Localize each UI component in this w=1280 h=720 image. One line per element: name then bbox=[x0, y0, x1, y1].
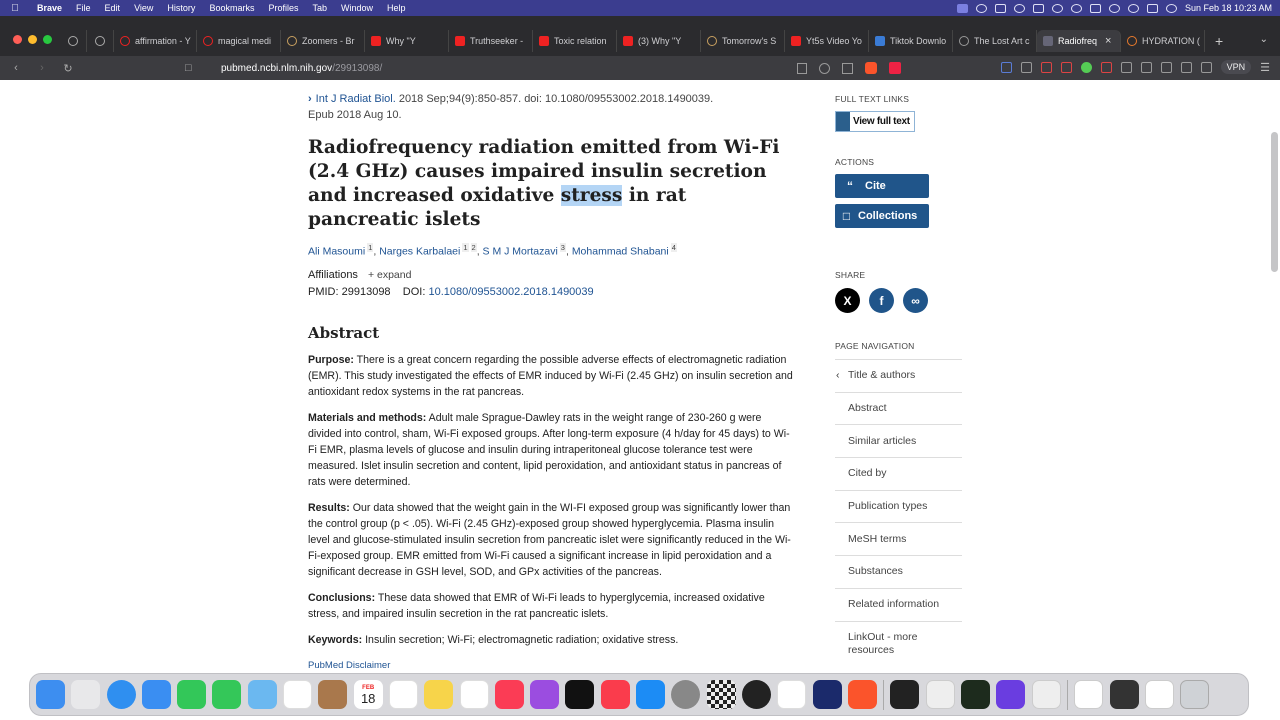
tab[interactable] bbox=[785, 30, 869, 52]
expand-label: expand bbox=[377, 268, 412, 281]
tab-active[interactable] bbox=[1037, 30, 1121, 52]
menu-view[interactable]: View bbox=[134, 3, 154, 13]
textedit-icon[interactable] bbox=[926, 680, 955, 709]
tab-label: Radiofreq bbox=[1058, 36, 1098, 46]
sidebar-toggle-icon[interactable] bbox=[1181, 62, 1192, 73]
tab-list bbox=[60, 30, 1233, 52]
menu-brave[interactable]: Brave bbox=[37, 3, 63, 13]
youtube-icon bbox=[539, 36, 549, 46]
brave-rewards-icon[interactable] bbox=[889, 62, 901, 74]
address-bar[interactable] bbox=[185, 58, 905, 78]
plus-icon: + bbox=[367, 268, 377, 281]
tab-label: HYDRATION ( bbox=[1142, 36, 1200, 46]
affiliation-ref[interactable]: 1 bbox=[463, 243, 468, 252]
tab[interactable] bbox=[114, 30, 197, 52]
nav-related-information[interactable]: Related information bbox=[835, 589, 962, 622]
section-label: Results: bbox=[308, 501, 350, 514]
browser-tab-strip bbox=[0, 16, 1280, 56]
section-label: Purpose: bbox=[308, 353, 354, 366]
tab-favicon-icon bbox=[287, 36, 297, 46]
terminal-icon[interactable] bbox=[890, 680, 919, 709]
abstract-methods bbox=[308, 410, 793, 490]
siri-icon[interactable] bbox=[1166, 4, 1177, 13]
tab-favicon-icon bbox=[959, 36, 969, 46]
tab-label: Tomorrow's S bbox=[722, 36, 777, 46]
extension-icon[interactable] bbox=[1141, 62, 1152, 73]
tab-favicon-icon bbox=[875, 36, 885, 46]
tab-favicon-icon bbox=[1043, 36, 1053, 46]
pubmed-disclaimer-link[interactable]: PubMed Disclaimer bbox=[308, 659, 391, 671]
new-tab-button[interactable]: + bbox=[1215, 33, 1224, 49]
nav-substances[interactable]: Substances bbox=[835, 556, 962, 589]
spotlight-icon[interactable] bbox=[1128, 4, 1139, 13]
screenshot-icon[interactable] bbox=[995, 4, 1006, 13]
back-arrow-icon[interactable]: ‹ bbox=[14, 62, 18, 74]
youtube-icon bbox=[623, 36, 633, 46]
recent-window-icon[interactable] bbox=[1110, 680, 1139, 709]
safari-icon[interactable] bbox=[107, 680, 136, 709]
menu-help[interactable]: Help bbox=[387, 3, 406, 13]
affiliation-ref[interactable]: 1 bbox=[368, 243, 373, 252]
brave-browser-icon[interactable] bbox=[848, 680, 877, 709]
globe-icon bbox=[68, 36, 78, 46]
tab-favicon-icon bbox=[203, 36, 213, 46]
tab-favicon-icon bbox=[1127, 36, 1137, 46]
section-text: Our data showed that the weight gain in the WI-FI exposed group was significantly lower than the control group (p < .05). Wi-Fi (2.45 GHz)-exposed group showed hyperglycemia. Plasma insulin level and glucose-stimulated insulin secretion from pancreatic islet were significantly reduced in the Wi-Fi-exposed group. EMR emitted from Wi-Fi caused a significant increase in lipid peroxidation and a significant decrease in GSH level, SOD, and GPx activities of the pancreas. bbox=[308, 501, 791, 578]
video-app-icon[interactable] bbox=[996, 680, 1025, 709]
tab-favicon-icon bbox=[791, 36, 801, 46]
tab-label: Tiktok Downlo bbox=[890, 36, 947, 46]
expand-button[interactable] bbox=[368, 269, 412, 281]
bookmark-icon: □ bbox=[842, 209, 851, 223]
pinned-tab[interactable] bbox=[87, 30, 114, 52]
calendar-day: 18 bbox=[360, 690, 376, 706]
section-label: Materials and methods: bbox=[308, 411, 427, 424]
chevron-left-icon: ‹ bbox=[836, 369, 840, 382]
abstract-heading: Abstract bbox=[308, 323, 380, 342]
menu-edit[interactable]: Edit bbox=[104, 3, 121, 13]
proton-mail-icon[interactable] bbox=[777, 680, 806, 709]
nav-publication-types[interactable]: Publication types bbox=[835, 491, 962, 524]
facebook-icon[interactable]: f bbox=[869, 288, 894, 313]
battery-icon[interactable] bbox=[1090, 4, 1101, 13]
page-navigation bbox=[835, 359, 962, 654]
screen-mirror-icon[interactable] bbox=[957, 4, 968, 13]
nav-similar-articles[interactable]: Similar articles bbox=[835, 425, 962, 458]
x-twitter-icon[interactable]: X bbox=[835, 288, 860, 313]
abstract-results bbox=[308, 500, 793, 580]
right-sidebar bbox=[835, 80, 965, 654]
section-label: Conclusions: bbox=[308, 591, 376, 604]
apple-icon[interactable] bbox=[0, 3, 30, 14]
status-icons bbox=[957, 3, 1280, 13]
tab[interactable] bbox=[701, 30, 785, 52]
chess-icon[interactable] bbox=[707, 680, 736, 709]
bookmark-icon[interactable]: □ bbox=[185, 62, 192, 74]
article-main bbox=[308, 80, 793, 680]
share-buttons bbox=[835, 288, 965, 313]
extension-icon[interactable] bbox=[1021, 62, 1032, 73]
activity-monitor-icon[interactable] bbox=[961, 680, 990, 709]
wallet-icon[interactable] bbox=[1201, 62, 1212, 73]
notes-icon[interactable] bbox=[424, 680, 453, 709]
view-full-text-button[interactable] bbox=[835, 111, 915, 132]
youtube-icon bbox=[371, 36, 381, 46]
abstract-conclusions bbox=[308, 590, 793, 622]
vpn-button[interactable]: VPN bbox=[1221, 60, 1252, 74]
wifi-icon[interactable] bbox=[1109, 4, 1120, 13]
clock-icon[interactable] bbox=[1052, 4, 1063, 13]
facetime-icon[interactable] bbox=[177, 680, 206, 709]
tab-search-chevron-icon[interactable]: ⌄ bbox=[1259, 34, 1268, 45]
extension-icon[interactable] bbox=[1081, 62, 1092, 73]
tab[interactable] bbox=[533, 30, 617, 52]
tab-label: affirmation - Y bbox=[135, 36, 191, 46]
affiliation-ref[interactable]: 4 bbox=[671, 243, 676, 252]
lock-icon[interactable] bbox=[1033, 4, 1044, 13]
citation bbox=[308, 91, 793, 123]
identifiers bbox=[308, 286, 793, 298]
mail-icon[interactable] bbox=[142, 680, 171, 709]
epub-date: Epub 2018 Aug 10. bbox=[308, 109, 402, 121]
window-controls bbox=[13, 35, 52, 44]
copy-link-icon[interactable]: ∞ bbox=[903, 288, 928, 313]
tab[interactable] bbox=[617, 30, 701, 52]
recent-folder-icon[interactable] bbox=[1145, 680, 1174, 709]
menubar-clock[interactable]: Sun Feb 18 10:23 AM bbox=[1184, 3, 1272, 13]
extension-icon[interactable] bbox=[1001, 62, 1012, 73]
tab-label: magical medi bbox=[218, 36, 272, 46]
share-icon[interactable] bbox=[842, 63, 853, 74]
pmid: PMID: 29913098 bbox=[308, 285, 391, 298]
dock-separator bbox=[883, 680, 884, 710]
maps-icon[interactable] bbox=[248, 680, 277, 709]
doi-label: DOI: bbox=[402, 285, 426, 298]
brave-shields-icon[interactable] bbox=[865, 62, 877, 74]
citation-details: 2018 Sep;94(9):850-857. doi: 10.1080/09553002.2018.1490039. bbox=[395, 93, 714, 105]
tab-favicon-icon bbox=[707, 36, 717, 46]
calendar-icon[interactable] bbox=[354, 680, 383, 709]
zoom-window-icon[interactable] bbox=[43, 35, 52, 44]
affiliation-ref[interactable]: 2 bbox=[471, 243, 476, 252]
tab-favicon-icon bbox=[120, 36, 130, 46]
extension-icon[interactable] bbox=[1121, 62, 1132, 73]
page-scrollbar[interactable] bbox=[1271, 132, 1278, 272]
view-full-text-label: View full text bbox=[853, 116, 910, 127]
pinned-tab[interactable] bbox=[60, 30, 87, 52]
author-link[interactable]: Mohammad Shabani bbox=[571, 245, 669, 258]
actions-label: ACTIONS bbox=[835, 157, 875, 167]
logitech-icon[interactable] bbox=[742, 680, 771, 709]
macos-dock bbox=[29, 673, 1249, 716]
photos-icon[interactable] bbox=[283, 680, 312, 709]
contacts-icon[interactable] bbox=[318, 680, 347, 709]
forward-arrow-icon[interactable]: › bbox=[40, 62, 44, 74]
news-icon[interactable] bbox=[601, 680, 630, 709]
doi-link[interactable]: 10.1080/09553002.2018.1490039 bbox=[428, 285, 594, 298]
close-tab-icon[interactable]: × bbox=[1105, 35, 1112, 47]
section-text: These data showed that EMR of Wi-Fi leads to hyperglycemia, increased oxidative stress, and impaired insulin secretion in the rat pancreatic islets. bbox=[308, 591, 765, 620]
author-link[interactable]: Ali Masoumi bbox=[308, 245, 366, 258]
tab-label: Toxic relation bbox=[554, 36, 607, 46]
affiliations-label: Affiliations bbox=[308, 268, 358, 281]
keywords bbox=[308, 632, 793, 648]
tab[interactable] bbox=[197, 30, 281, 52]
launchpad-icon[interactable] bbox=[71, 680, 100, 709]
menu-icon[interactable]: ☰ bbox=[1260, 61, 1270, 74]
affiliations-row bbox=[308, 269, 793, 281]
tab-label: The Lost Art c bbox=[974, 36, 1030, 46]
author-link[interactable]: Narges Karbalaei bbox=[379, 245, 461, 258]
tab-label: (3) Why "Y bbox=[638, 36, 682, 46]
section-text: There is a great concern regarding the possible adverse effects of electromagnetic radiation (EMR). This study investigated the effects of EMR induced by Wi-Fi (2.45 GHz) on insulin secretion and antioxidant redox systems in the rat pancreas. bbox=[308, 353, 793, 398]
apple-tv-icon[interactable] bbox=[565, 680, 594, 709]
cite-label: Cite bbox=[865, 180, 886, 192]
airdrop-icon[interactable] bbox=[976, 4, 987, 13]
nav-linkout[interactable]: LinkOut - more resources bbox=[848, 630, 918, 656]
title-highlight: stress bbox=[560, 185, 623, 206]
trash-icon[interactable] bbox=[1180, 680, 1209, 709]
calendar-month: FEB bbox=[362, 684, 375, 691]
control-center-icon[interactable] bbox=[1147, 4, 1158, 13]
reader-mode-icon[interactable] bbox=[797, 63, 807, 74]
affiliation-ref[interactable]: 3 bbox=[560, 243, 565, 252]
tab-label: Truthseeker - bbox=[470, 36, 524, 46]
section-label: Keywords: bbox=[308, 633, 363, 646]
menu-profiles[interactable]: Profiles bbox=[268, 3, 299, 13]
title-text: in rat pancreatic islets bbox=[308, 185, 687, 230]
tab-label: Yt5s Video Yo bbox=[806, 36, 862, 46]
document-icon[interactable] bbox=[1032, 680, 1061, 709]
logi-icon[interactable] bbox=[1014, 4, 1025, 13]
title-text: Radiofrequency radiation emitted from Wi-Fi (2.4 GHz) causes impaired insulin secretion and increased oxidative bbox=[308, 137, 780, 206]
pubmed-page bbox=[0, 80, 1280, 680]
tab-label: Zoomers - Br bbox=[302, 36, 355, 46]
collections-button[interactable] bbox=[835, 204, 929, 228]
chevron-right-icon[interactable]: › bbox=[308, 93, 312, 105]
extensions-puzzle-icon[interactable] bbox=[1161, 62, 1172, 73]
menu-history[interactable]: History bbox=[167, 3, 196, 13]
quote-icon: “ bbox=[847, 179, 853, 193]
close-window-icon[interactable] bbox=[13, 35, 22, 44]
reload-icon[interactable]: ↻ bbox=[63, 62, 73, 75]
tab[interactable] bbox=[869, 30, 953, 52]
section-text: Adult male Sprague-Dawley rats in the weight range of 230-260 g were divided into control, sham, Wi-Fi exposed groups. After long-term exposure (4 h/day for 45 days) to Wi-Fi EMR, plasma levels of glucose and insulin during intraperitoneal glucose tolerance test were measured. Islet insulin secretion and content, lipid peroxidation, and antioxidant status in pancreas of rats were determined. bbox=[308, 411, 790, 488]
music-icon[interactable] bbox=[495, 680, 524, 709]
globe-icon bbox=[95, 36, 105, 46]
dock-separator bbox=[1067, 680, 1068, 710]
reminders-icon[interactable] bbox=[389, 680, 418, 709]
macos-menubar bbox=[0, 0, 1280, 16]
tab[interactable] bbox=[449, 30, 533, 52]
cite-button[interactable] bbox=[835, 174, 929, 198]
tab[interactable] bbox=[281, 30, 365, 52]
messages-icon[interactable] bbox=[212, 680, 241, 709]
tab[interactable] bbox=[953, 30, 1037, 52]
nav-title-authors[interactable] bbox=[835, 360, 962, 393]
nav-cited-by[interactable]: Cited by bbox=[835, 458, 962, 491]
menu-tab[interactable]: Tab bbox=[312, 3, 327, 13]
app-store-icon[interactable] bbox=[636, 680, 665, 709]
minimize-window-icon[interactable] bbox=[28, 35, 37, 44]
browser-toolbar bbox=[0, 56, 1280, 80]
menu-window[interactable]: Window bbox=[340, 3, 373, 13]
menu-bookmarks[interactable]: Bookmarks bbox=[209, 3, 255, 13]
author-link[interactable]: S M J Mortazavi bbox=[482, 245, 558, 258]
url-host: pubmed.ncbi.nlm.nih.gov bbox=[221, 62, 333, 74]
extension-icon[interactable] bbox=[1101, 62, 1112, 73]
system-settings-icon[interactable] bbox=[671, 680, 700, 709]
tab[interactable] bbox=[365, 30, 449, 52]
ublock-icon[interactable] bbox=[1061, 62, 1072, 73]
full-text-links-label: FULL TEXT LINKS bbox=[835, 94, 910, 104]
youtube-icon bbox=[455, 36, 465, 46]
play-icon[interactable] bbox=[1071, 4, 1082, 13]
extensions-bar bbox=[1001, 60, 1270, 74]
tab[interactable] bbox=[1121, 30, 1205, 52]
vpn-app-icon[interactable] bbox=[813, 680, 842, 709]
podcasts-icon[interactable] bbox=[530, 680, 559, 709]
finder-icon[interactable] bbox=[36, 680, 65, 709]
url-path: /29913098/ bbox=[332, 62, 383, 74]
nav-mesh-terms[interactable]: MeSH terms bbox=[835, 523, 962, 556]
share-label: SHARE bbox=[835, 270, 866, 280]
freeform-icon[interactable] bbox=[460, 680, 489, 709]
abstract-purpose bbox=[308, 352, 793, 400]
extension-icon[interactable] bbox=[1041, 62, 1052, 73]
nav-label: Title & authors bbox=[848, 369, 916, 382]
author-list: Ali Masoumi $^1$, Narges Karbalaei $^1$ $^2$, S M J Mortazavi $^3$, Mohammad Shabani $^4$ bbox=[308, 243, 676, 258]
nav-abstract[interactable]: Abstract bbox=[835, 393, 962, 426]
recent-file-icon[interactable] bbox=[1074, 680, 1103, 709]
collections-label: Collections bbox=[858, 210, 918, 222]
section-text: Insulin secretion; Wi-Fi; electromagnetic radiation; oxidative stress. bbox=[362, 633, 679, 646]
speed-icon[interactable] bbox=[819, 63, 830, 74]
tab-label: Why "Y bbox=[386, 36, 416, 46]
menu-file[interactable]: File bbox=[76, 3, 91, 13]
journal-link[interactable]: Int J Radiat Biol. bbox=[315, 93, 396, 105]
article-title bbox=[308, 136, 793, 232]
page-navigation-label: PAGE NAVIGATION bbox=[835, 341, 915, 351]
